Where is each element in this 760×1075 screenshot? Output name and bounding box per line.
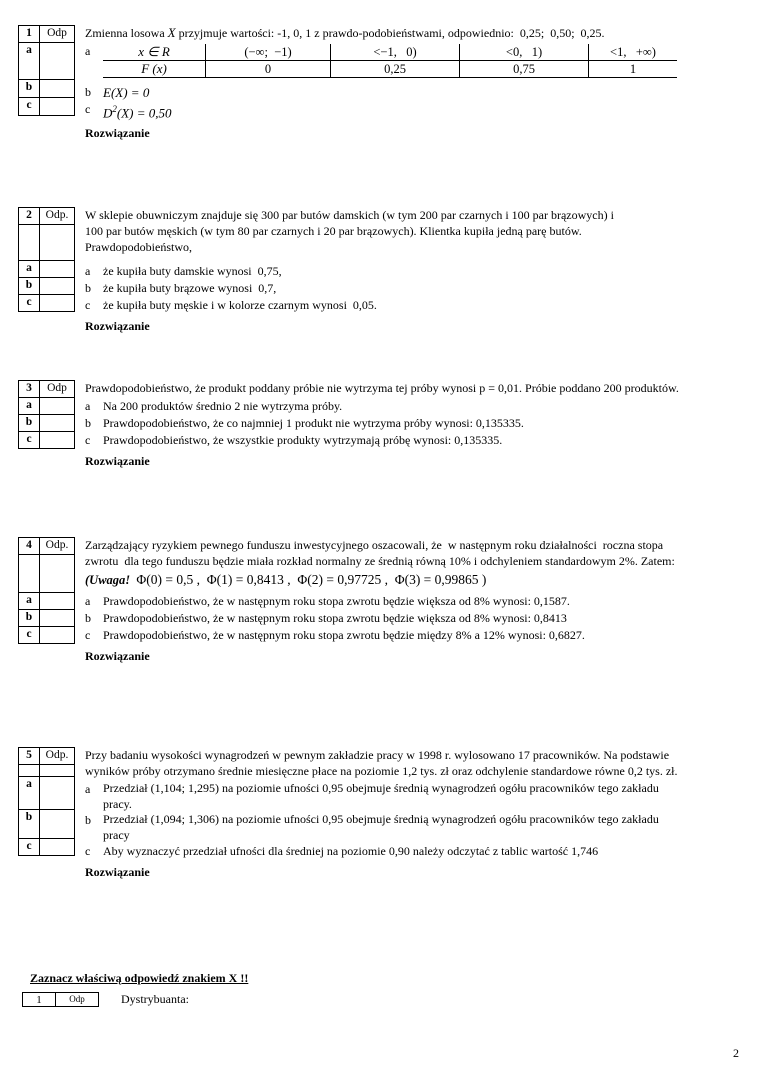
solution-label: Rozwiązanie: [85, 319, 150, 333]
answer-grid-5: [18, 747, 75, 856]
answer-grid-spacer: [40, 765, 75, 777]
odp-label: Odp.: [40, 208, 75, 225]
answer-grid-3: [18, 380, 75, 449]
problem-intro: Prawdopodobieństwo, że produkt poddany próbie nie wytrzyma tej próby wynosi p = 0,01. Próbie poddano 200 produktów.: [85, 381, 679, 395]
answer-grid-spacer: [40, 225, 75, 261]
item-text: że kupiła buty damskie wynosi 0,75,: [103, 264, 282, 278]
item-letter: b: [85, 85, 91, 99]
problem-3: [18, 380, 679, 469]
item-c: [85, 101, 677, 121]
item-letter: a: [85, 264, 91, 278]
answer-cell-3b[interactable]: [40, 415, 75, 432]
grid-letter-a: a: [19, 261, 40, 278]
odp-label: Odp.: [40, 748, 75, 765]
answer-cell-5a[interactable]: [40, 777, 75, 810]
problem-number: 3: [19, 381, 40, 398]
problem-number: 4: [19, 538, 40, 555]
problem-number: 5: [19, 748, 40, 765]
grid-letter-a: a: [19, 593, 40, 610]
answer-cell-5c[interactable]: [40, 839, 75, 856]
problem-3-content: [85, 380, 679, 469]
answer-cell-1b[interactable]: [40, 80, 75, 98]
grid-letter-b: b: [19, 810, 40, 839]
problem-1: [18, 25, 677, 141]
problem-intro: W sklepie obuwniczym znajduje się 300 par butów damskich (w tym 200 par czarnych i 100 par brązowych) i: [85, 208, 614, 222]
grid-letter-c: c: [19, 627, 40, 644]
answer-grid-spacer: [19, 225, 40, 261]
item-b: [85, 280, 614, 297]
item-letter: a: [85, 44, 91, 58]
item-a: [85, 43, 677, 78]
problem-1-content: [85, 25, 677, 141]
item-b: [85, 84, 677, 101]
item-text: Przedział (1,104; 1,295) na poziomie ufności 0,95 obejmuje średnią wynagrodzeń ogółu pracowników tego zakładu pracy.: [103, 781, 659, 811]
grid-letter-b: b: [19, 415, 40, 432]
item-letter: a: [85, 782, 91, 796]
answer-grid-1: [18, 25, 75, 116]
page-number: 2: [733, 1046, 739, 1060]
grid-letter-a: a: [19, 43, 40, 80]
odp-label: Odp: [40, 26, 75, 43]
grid-letter-b: b: [19, 80, 40, 98]
item-c: [85, 297, 614, 314]
item-text: że kupiła buty męskie i w kolorze czarnym wynosi 0,05.: [103, 298, 377, 312]
problem-intro: Prawdopodobieństwo,: [85, 240, 192, 254]
problem-intro: Zarządzający ryzykiem pewnego funduszu inwestycyjnego oszacowali, że w następnym roku działalności roczna stopa: [85, 538, 664, 552]
item-text: Przedział (1,094; 1,306) na poziomie ufności 0,95 obejmuje średnią wynagrodzeń ogółu pracowników tego zakładu pracy: [103, 812, 659, 842]
item-letter: c: [85, 433, 91, 447]
item-letter: c: [85, 102, 91, 116]
phi-values-note: [85, 569, 675, 591]
problem-intro: Przy badaniu wysokości wynagrodzeń w pewnym zakładzie pracy w 1998 r. wylosowano 17 pracowników. Na podstawie: [85, 748, 670, 762]
problem-4: [18, 537, 675, 664]
grid-letter-c: c: [19, 432, 40, 449]
item-a: [85, 398, 679, 415]
item-letter: b: [85, 281, 91, 295]
grid-letter-a: a: [19, 777, 40, 810]
problem-5: [18, 747, 677, 880]
footer-odp-label: Odp: [56, 993, 99, 1007]
item-text: Prawdopodobieństwo, że co najmniej 1 produkt nie wytrzyma próby wynosi: 0,135335.: [103, 416, 524, 430]
answer-cell-4c[interactable]: [40, 627, 75, 644]
grid-letter-c: c: [19, 839, 40, 856]
answer-grid-spacer: [19, 765, 40, 777]
grid-letter-b: b: [19, 610, 40, 627]
dist-header-interval-2: <−1, 0): [331, 44, 460, 61]
dist-header-x: x ∈ R: [103, 44, 206, 61]
problem-number: 1: [19, 26, 40, 43]
answer-cell-2b[interactable]: [40, 278, 75, 295]
problem-intro: wyników próby otrzymano średnie miesięczne płace na poziomie 1,2 tys. zł oraz odchylenie standardowe równe 0,2 tys. zł.: [85, 764, 678, 778]
odp-label: Odp: [40, 381, 75, 398]
dist-header-interval-4: <1, +∞): [589, 44, 678, 61]
answer-grid-spacer: [40, 555, 75, 593]
solution-label: Rozwiązanie: [85, 865, 150, 879]
problem-intro: Zmienna losowa X przyjmuje wartości: -1, 0, 1 z prawdo-podobieństwami, odpowiednio: 0,25; 0,50; 0,25.: [85, 25, 605, 40]
dystrybuanta-label: Dystrybuanta:: [121, 992, 189, 1006]
odp-label: Odp.: [40, 538, 75, 555]
item-b: [85, 812, 677, 843]
dist-header-interval-3: <0, 1): [460, 44, 589, 61]
answer-cell-3c[interactable]: [40, 432, 75, 449]
answer-cell-5b[interactable]: [40, 810, 75, 839]
item-c: [85, 432, 679, 449]
item-letter: b: [85, 813, 91, 827]
item-a: [85, 593, 675, 610]
grid-letter-c: c: [19, 295, 40, 312]
answer-cell-1c[interactable]: [40, 98, 75, 116]
dist-value-4: 1: [589, 61, 678, 78]
problem-intro: 100 par butów męskich (w tym 80 par czarnych i 20 par brązowych). Klientka kupiła jedną parę butów.: [85, 224, 582, 238]
item-text: Na 200 produktów średnio 2 nie wytrzyma próby.: [103, 399, 343, 413]
grid-letter-a: a: [19, 398, 40, 415]
footer-answer-grid: [22, 992, 99, 1007]
item-letter: c: [85, 628, 91, 642]
solution-label: Rozwiązanie: [85, 454, 150, 468]
grid-letter-c: c: [19, 98, 40, 116]
footer-problem-number: 1: [23, 993, 56, 1007]
item-letter: b: [85, 611, 91, 625]
answer-cell-4a[interactable]: [40, 593, 75, 610]
expected-value-formula: E(X) = 0: [103, 85, 150, 100]
phi-values: Φ(0) = 0,5 , Φ(1) = 0,8413 , Φ(2) = 0,97725 , Φ(3) = 0,99865 ): [136, 572, 487, 587]
answer-cell-4b[interactable]: [40, 610, 75, 627]
random-variable-symbol: X: [167, 25, 176, 40]
problem-intro: zwrotu dla tego funduszu będzie miała rozkład normalny ze średnią równą 10% i odchyleniem standardowym 2%. Zatem:: [85, 554, 675, 568]
item-text: że kupiła buty brązowe wynosi 0,7,: [103, 281, 277, 295]
answer-grid-2: [18, 207, 75, 312]
answer-cell-3a[interactable]: [40, 398, 75, 415]
item-letter: b: [85, 416, 91, 430]
problem-number: 2: [19, 208, 40, 225]
item-text: Aby wyznaczyć przedział ufności dla średniej na poziomie 0,90 należy odczytać z tablic wartość 1,746: [103, 844, 599, 858]
solution-label: Rozwiązanie: [85, 649, 150, 663]
item-text: Prawdopodobieństwo, że wszystkie produkty wytrzymają próbę wynosi: 0,135335.: [103, 433, 503, 447]
dist-value-3: 0,75: [460, 61, 589, 78]
answer-grid-4: [18, 537, 75, 644]
answer-cell-1a[interactable]: [40, 43, 75, 80]
item-letter: a: [85, 594, 91, 608]
answer-cell-2a[interactable]: [40, 261, 75, 278]
answer-sheet-section: [18, 970, 248, 1007]
item-letter: c: [85, 298, 91, 312]
dist-value-2: 0,25: [331, 61, 460, 78]
distribution-table: [103, 44, 677, 78]
item-a: [85, 781, 677, 812]
solution-label: Rozwiązanie: [85, 126, 150, 141]
variance-formula: $D^2(X) = 0,50$: [103, 104, 172, 121]
answer-cell-2c[interactable]: [40, 295, 75, 312]
problem-2-content: [85, 207, 614, 334]
item-letter: c: [85, 844, 91, 858]
problem-5-content: [85, 747, 677, 880]
answer-grid-spacer: [19, 555, 40, 593]
dist-value-1: 0: [206, 61, 331, 78]
uwaga-label: (Uwaga!: [85, 573, 137, 587]
item-text: Prawdopodobieństwo, że w następnym roku stopa zwrotu będzie większa od 8% wynosi: 0,8413: [103, 611, 567, 625]
item-c: [85, 843, 677, 860]
item-c: [85, 627, 675, 644]
grid-letter-b: b: [19, 278, 40, 295]
dist-f-label: F (x): [103, 61, 206, 78]
item-text: Prawdopodobieństwo, że w następnym roku stopa zwrotu będzie większa od 8% wynosi: 0,1587.: [103, 594, 570, 608]
item-text: Prawdopodobieństwo, że w następnym roku stopa zwrotu będzie między 8% a 12% wynosi: 0,6827.: [103, 628, 585, 642]
item-a: [85, 263, 614, 280]
item-b: [85, 415, 679, 432]
item-letter: a: [85, 399, 91, 413]
answer-sheet-prompt: Zaznacz właściwą odpowiedź znakiem X !!: [30, 971, 249, 985]
dist-header-interval-1: (−∞; −1): [206, 44, 331, 61]
problem-2: [18, 207, 614, 334]
problem-4-content: [85, 537, 675, 664]
item-b: [85, 610, 675, 627]
